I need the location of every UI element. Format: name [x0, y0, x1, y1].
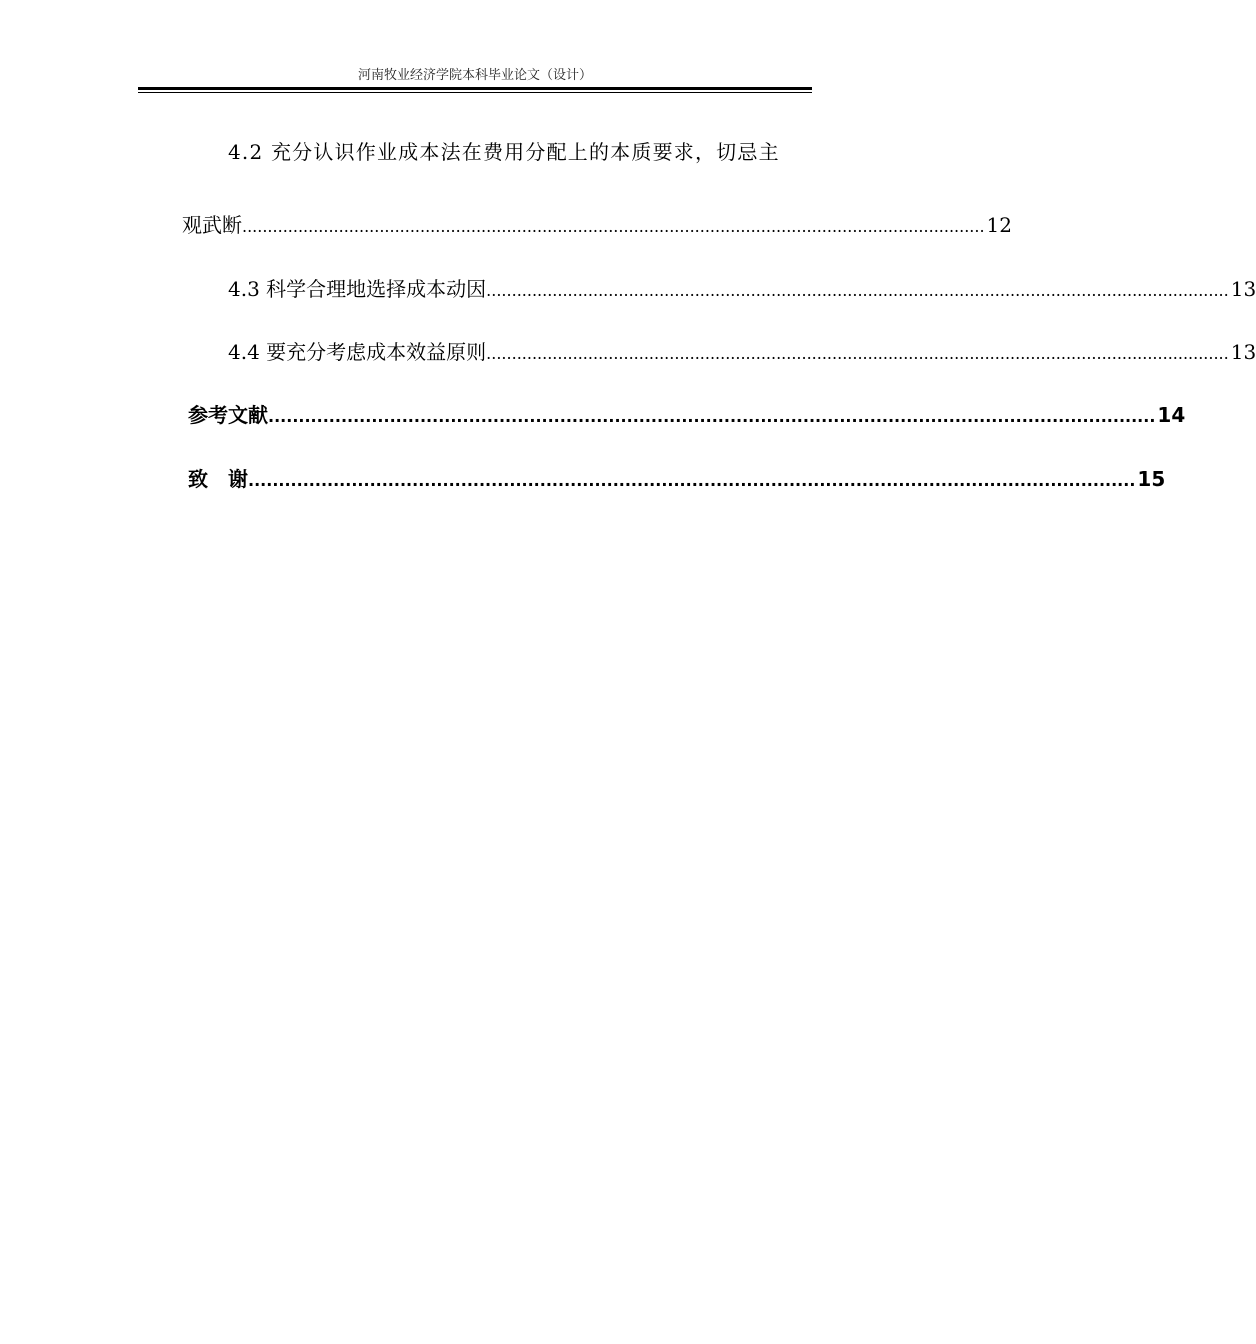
toc-entry-4-4[interactable]: [228, 338, 1256, 368]
toc-entry-4-2-line1[interactable]: 4.2 充分认识作业成本法在费用分配上的本质要求，切忌主: [228, 140, 780, 164]
toc-leader-dots: ..................................................................................................................................................: [486, 281, 1229, 300]
toc-entry-label: 4.3 科学合理地选择成本动因: [228, 277, 487, 301]
toc-leader-dots: ..................................................................................................................................................: [486, 344, 1229, 363]
header-title: 河南牧业经济学院本科毕业论文（设计）: [357, 68, 592, 83]
toc-entry-acknowledgements[interactable]: [188, 465, 1166, 495]
toc-leader-dots: ..................................................................................................................................................: [242, 217, 985, 236]
toc-page-number: 15: [1137, 467, 1166, 491]
toc-page-number: 14: [1157, 403, 1186, 427]
toc-page-number: 12: [986, 213, 1012, 237]
toc-page-number: 13: [1230, 277, 1256, 301]
toc-entry-4-2-line2[interactable]: [182, 211, 1012, 241]
toc-entry-label: 观武断: [182, 213, 242, 237]
toc-leader-dots: ..................................................................................................................................................: [268, 407, 1156, 426]
toc-leader-dots: ..................................................................................................................................................: [248, 471, 1136, 490]
toc-entry-label: 参考文献: [188, 403, 268, 427]
toc-entry-4-3[interactable]: [228, 275, 1256, 305]
toc-page-number: 13: [1230, 340, 1256, 364]
toc-entry-references[interactable]: [188, 401, 1186, 431]
toc-entry-label: 4.4 要充分考虑成本效益原则: [228, 340, 487, 364]
toc-entry-label: 致 谢: [188, 467, 248, 491]
